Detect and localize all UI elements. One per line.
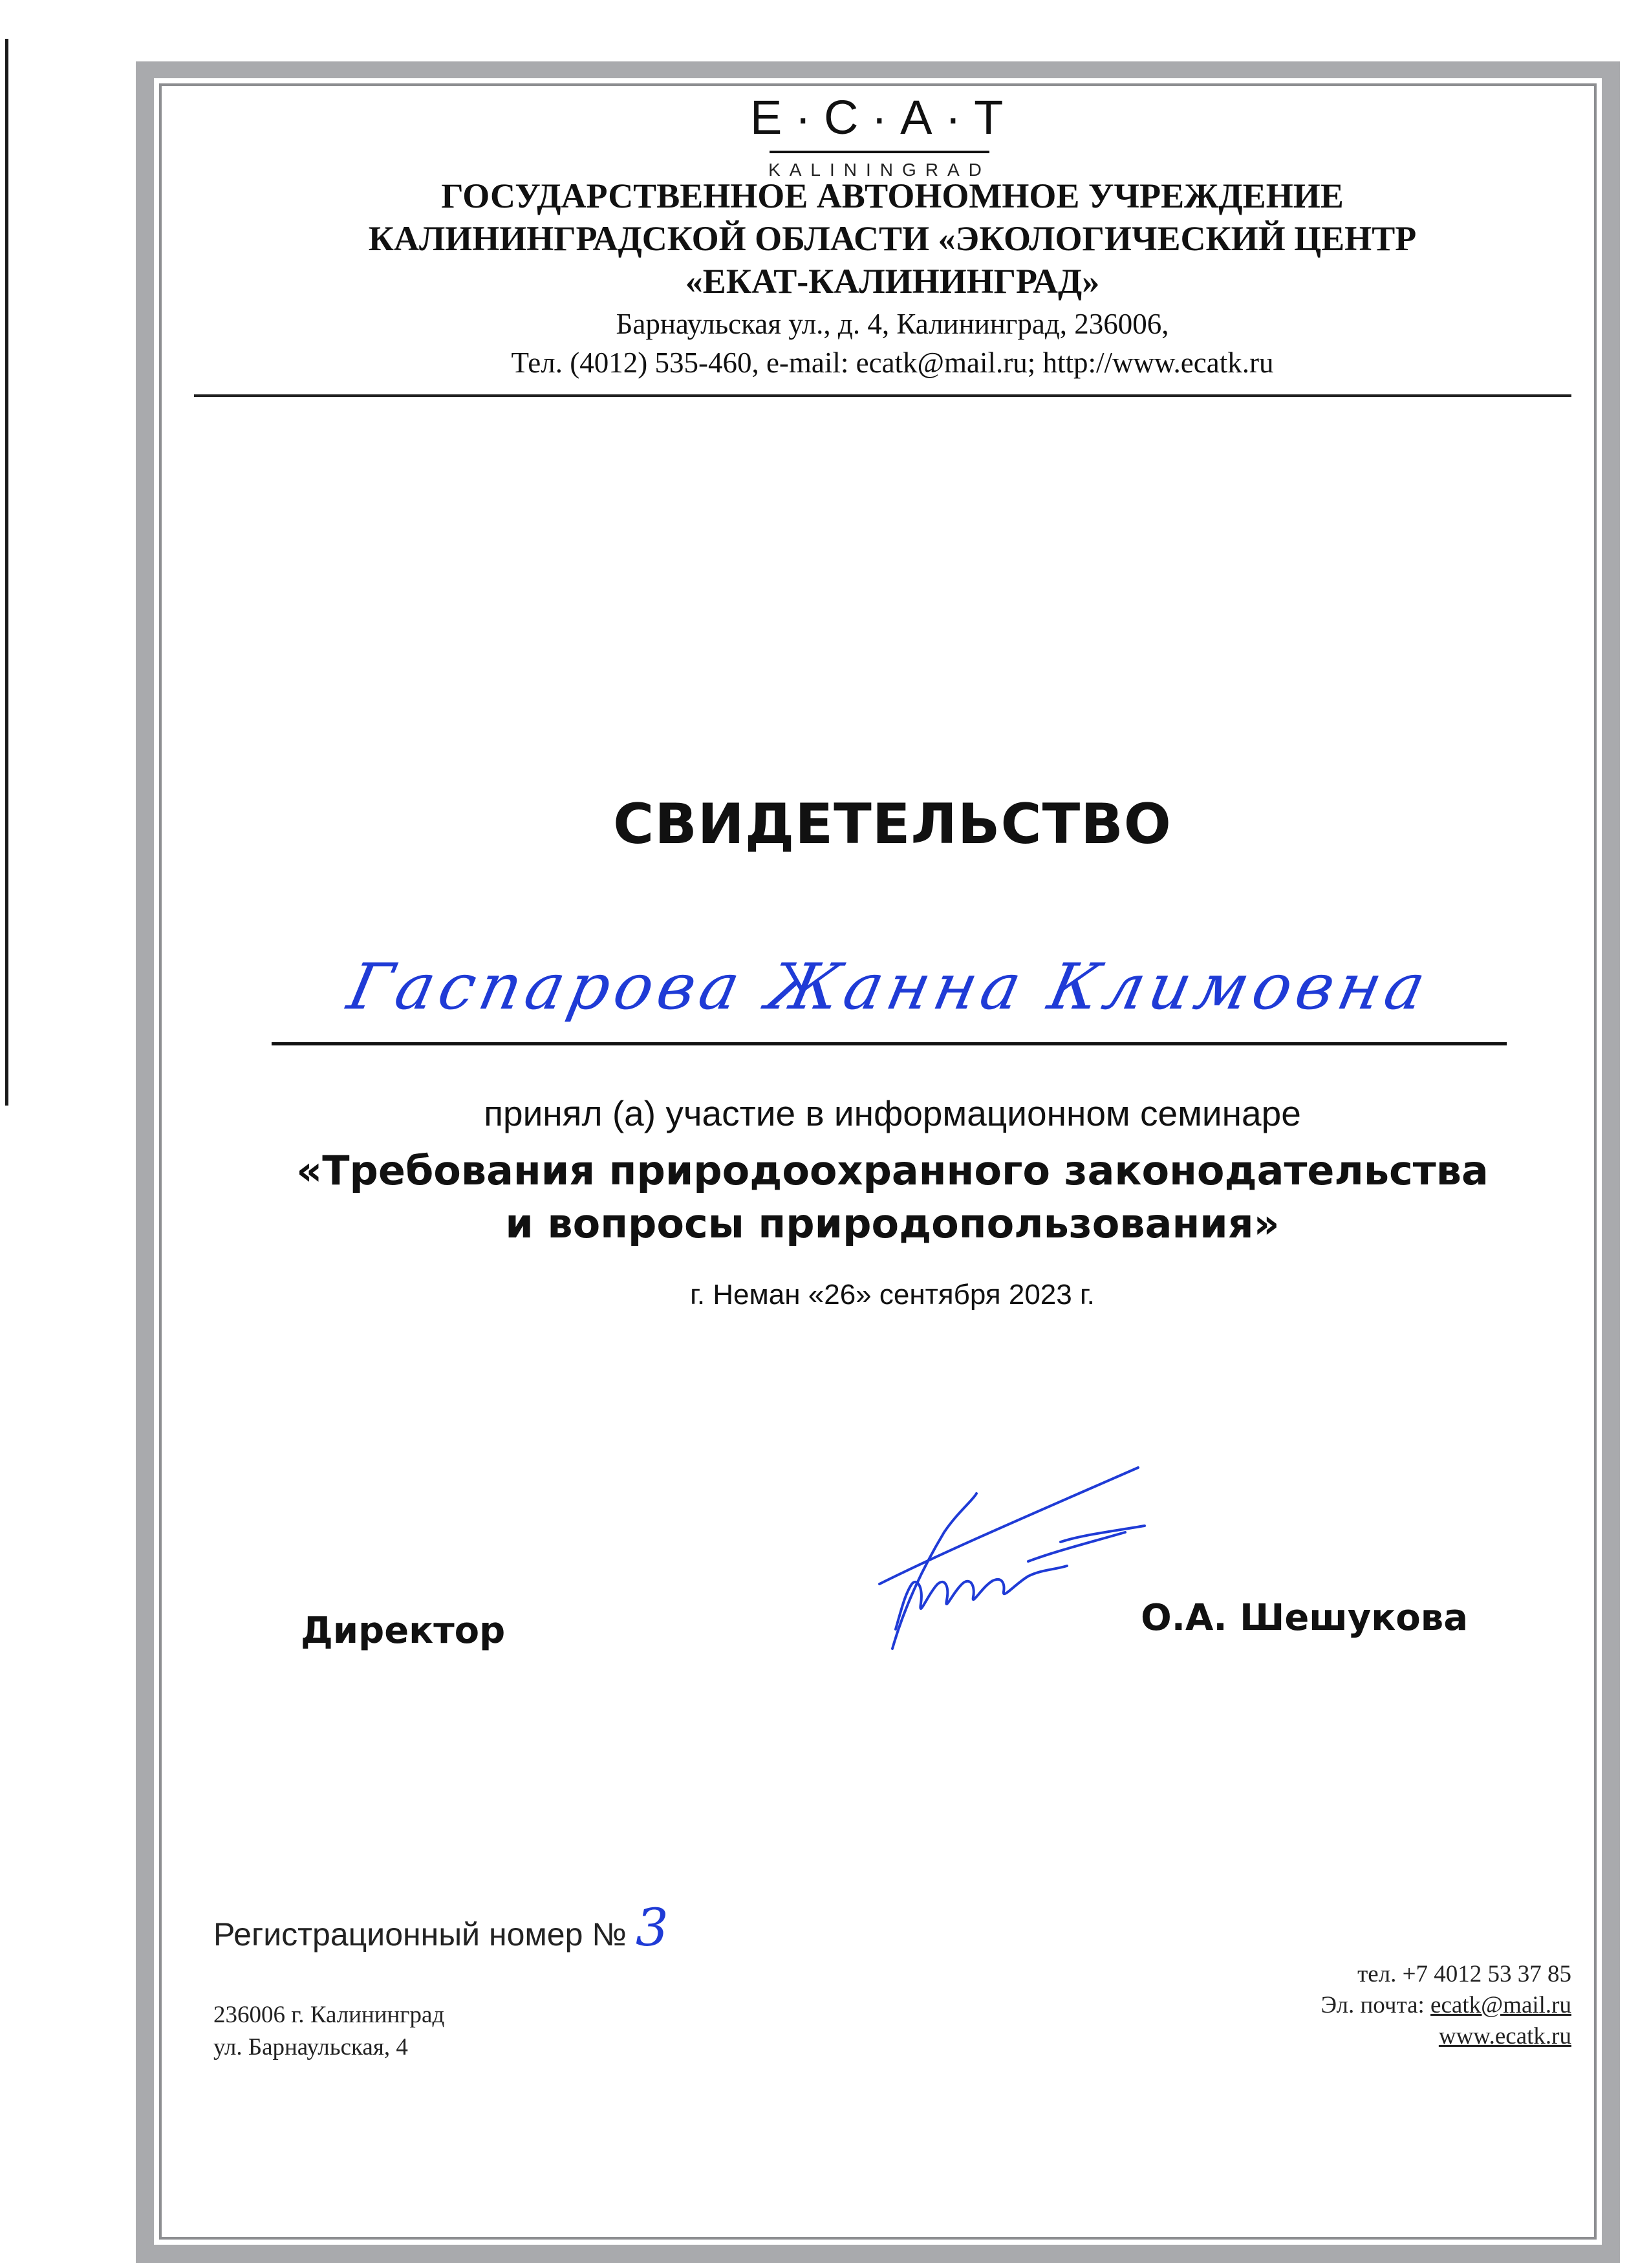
footer-address-line1: 236006 г. Калининград (213, 2002, 445, 2028)
logo-mark: E·C·A·T (750, 91, 1017, 144)
org-name-line1: ГОСУДАРСТВЕННОЕ АВТОНОМНОЕ УЧРЕЖДЕНИЕ (441, 177, 1344, 215)
footer-phone: тел. +7 4012 53 37 85 (1357, 1961, 1571, 1987)
seminar-title-line2: и вопросы природопользования» (505, 1200, 1280, 1247)
participant-name-line (272, 1042, 1507, 1045)
footer-contacts (1035, 1959, 1571, 2052)
logo-subtitle: KALININGRAD (768, 160, 991, 180)
certificate-title: СВИДЕТЕЛЬСТВО (613, 792, 1172, 857)
header-divider (194, 394, 1571, 397)
footer-address (213, 1999, 444, 2064)
place-date: г. Неман «26» сентября 2023 г. (690, 1279, 1095, 1311)
org-contacts: Тел. (4012) 535-460, e-mail: ecatk@mail.ru; http://www.ecatk.ru (511, 347, 1274, 379)
director-name: О.А. Шешукова (1141, 1597, 1468, 1639)
org-name-line3: «ЕКАТ-КАЛИНИНГРАД» (685, 262, 1100, 301)
logo-underline (770, 151, 989, 153)
director-position: Директор (301, 1610, 506, 1652)
participation-text: принял (а) участие в информационном семинаре (484, 1093, 1301, 1133)
registration-label: Регистрационный номер № (213, 1916, 627, 1952)
footer-website-link[interactable]: www.ecatk.ru (1438, 2023, 1571, 2049)
footer-email-row (1035, 1990, 1571, 2021)
seminar-title (194, 1144, 1591, 1250)
ecat-logo (750, 91, 1017, 180)
org-name-line2: КАЛИНИНГРАДСКОЙ ОБЛАСТИ «ЭКОЛОГИЧЕСКИЙ ЦЕНТР (368, 219, 1417, 258)
participant-name-handwritten: Гаспарова Жанна Климовна (341, 950, 1437, 1024)
registration-number (213, 1898, 669, 1958)
registration-value-handwritten: 3 (635, 1898, 669, 1958)
org-address: Барнаульская ул., д. 4, Калининград, 236006, (616, 308, 1169, 340)
footer-email-link[interactable]: ecatk@mail.ru (1430, 1992, 1571, 2018)
scan-edge-mark (5, 39, 8, 1106)
seminar-title-line1: «Требования природоохранного законодательства (296, 1147, 1489, 1194)
footer-email-label: Эл. почта: (1320, 1992, 1431, 2018)
footer-address-line2: ул. Барнаульская, 4 (213, 2034, 408, 2060)
